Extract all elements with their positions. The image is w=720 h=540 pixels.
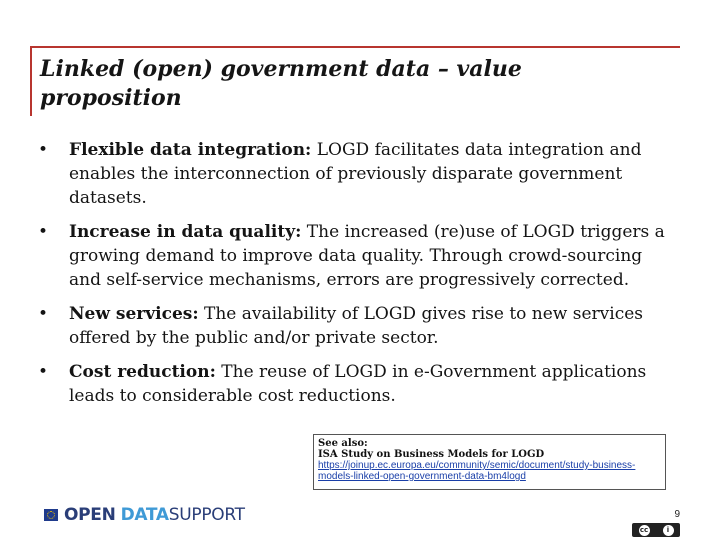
bullet-heading: Cost reduction: xyxy=(69,362,216,382)
logo-text-open: OPEN xyxy=(64,505,116,525)
bullet-item xyxy=(38,220,678,292)
creative-commons-badge xyxy=(632,523,680,537)
top-divider xyxy=(30,46,680,48)
bullet-dot-icon: • xyxy=(38,304,49,324)
open-data-support-logo xyxy=(44,505,245,525)
bullet-heading: Flexible data integration: xyxy=(69,140,312,160)
bullet-heading: New services: xyxy=(69,304,199,324)
bullet-item xyxy=(38,302,678,350)
left-divider xyxy=(30,46,32,116)
attribution-icon: i xyxy=(663,525,674,536)
logo-text-data: DATA xyxy=(120,505,169,525)
bullet-heading: Increase in data quality: xyxy=(69,222,302,242)
cc-icon: cc xyxy=(639,525,649,534)
bullet-list xyxy=(38,138,678,418)
page-number: 9 xyxy=(674,509,680,520)
bullet-dot-icon: • xyxy=(38,222,49,242)
bullet-item xyxy=(38,360,678,408)
see-also-link[interactable]: https://joinup.ec.europa.eu/community/semic/document/study-business-models-linked-open-government-data-bm4logd xyxy=(318,460,636,482)
bullet-text: The reuse of LOGD in e-Government applications leads to considerable cost reductions. xyxy=(69,362,647,406)
bullet-dot-icon: • xyxy=(38,140,49,160)
see-also-title: ISA Study on Business Models for LOGD xyxy=(318,449,545,460)
bullet-text: LOGD facilitates data integration and enables the interconnection of previously disparate government datasets. xyxy=(69,140,642,208)
bullet-item xyxy=(38,138,678,210)
bullet-text: The increased (re)use of LOGD triggers a growing demand to improve data quality. Through crowd-sourcing and self-service mechanisms, errors are progressively corrected. xyxy=(69,222,665,290)
slide-title: Linked (open) government data – value proposition xyxy=(40,56,522,111)
eu-flag-icon xyxy=(44,509,58,521)
logo-text-support: SUPPORT xyxy=(168,505,245,525)
see-also-box xyxy=(313,434,666,490)
bullet-text: The availability of LOGD gives rise to new services offered by the public and/or private sector. xyxy=(69,304,644,348)
see-also-label: See also: xyxy=(318,438,368,449)
bullet-dot-icon: • xyxy=(38,362,49,382)
